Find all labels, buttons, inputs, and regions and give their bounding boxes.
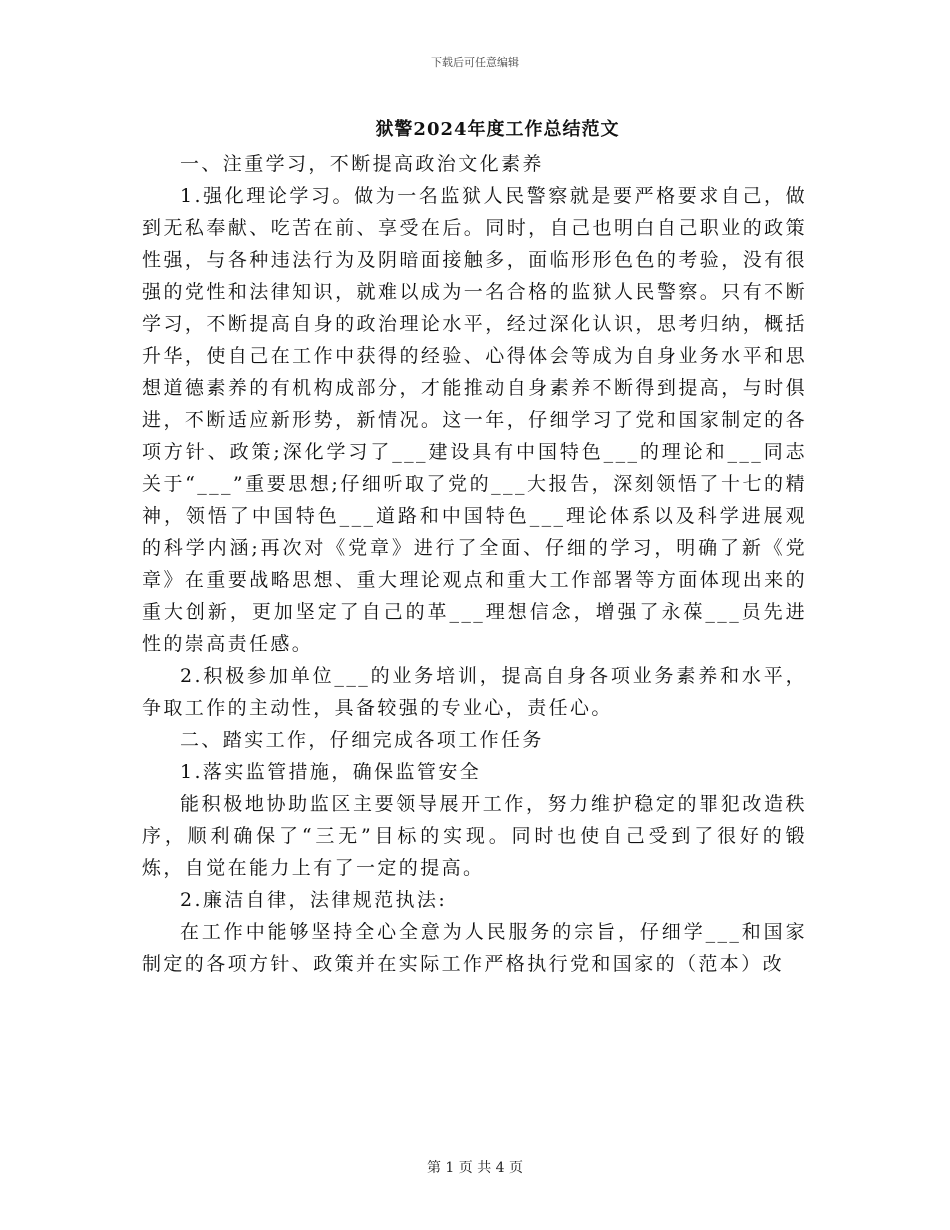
document-title: 狱警2024年度工作总结范文 [375,119,620,140]
page-number: 第 1 页 共 4 页 [426,1160,524,1176]
header-note: 下载后可任意编辑 [431,56,519,69]
paragraph: 1.强化理论学习。做为一名监狱人民警察就是要严格要求自己，做到无私奉献、吃苦在前、享受在后。同时，自己也明白自己职业的政策性强，与各种违法行为及阴暗面接触多，面临形形色色的考验，没有很强的党性和法律知识，就难以成为一名合格的监狱人民警察。只有不断学习，不断提高自身的政治理论水平，经过深化认识，思考归纳，概括升华，使自己在工作中获得的经验、心得体会等成为自身业务水平和思想道德素养的有机构成部分，才能推动自身素养不断得到提高，与时俱进，不断适应新形势，新情况。这一年，仔细学习了党和国家制定的各项方针、政策;深化学习了___建设具有中国特色___的理论和___同志关于“___”重要思想;仔细听取了党的___大报告，深刻领悟了十七的精神，领悟了中国特色___道路和中国特色___理论体系以及科学进展观的科学内涵;再次对《党章》进行了全面、仔细的学习，明确了新《党章》在重要战略思想、重大理论观点和重大工作部署等方面体现出来的重大创新，更加坚定了自己的革___理想信念，增强了永葆___员先进性的崇高责任感。 [142,185,807,655]
paragraph: 在工作中能够坚持全心全意为人民服务的宗旨，仔细学___和国家制定的各项方针、政策并在实际工作严格执行党和国家的（范本）改 [142,921,807,975]
subheading: 1.落实监管措施，确保监管安全 [180,761,482,783]
paragraph: 能积极地协助监区主要领导展开工作，努力维护稳定的罪犯改造秩序，顺利确保了“三无”目标的实现。同时也使自己受到了很好的锻炼，自觉在能力上有了一定的提高。 [142,793,807,879]
section-heading-2: 二、踏实工作，仔细完成各项工作任务 [180,729,544,751]
paragraph: 2.积极参加单位___的业务培训，提高自身各项业务素养和水平，争取工作的主动性，具备较强的专业心，责任心。 [142,665,807,719]
document-body [142,148,807,980]
section-heading-1: 一、注重学习，不断提高政治文化素养 [180,153,544,175]
subheading: 2.廉洁自律，法律规范执法: [180,889,448,911]
